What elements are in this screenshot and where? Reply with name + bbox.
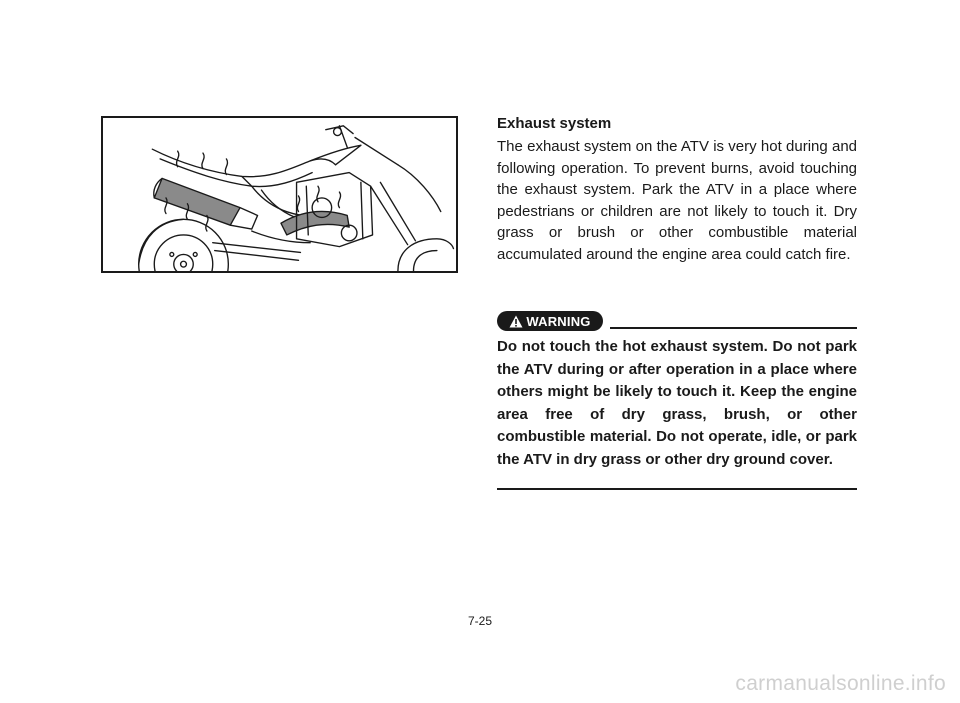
warning-top-rule	[610, 327, 857, 329]
page-number: 7-25	[467, 614, 493, 628]
warning-triangle-icon	[509, 315, 523, 328]
section-body: The exhaust system on the ATV is very hot during and following operation. To prevent burns, avoid touching the exhaust system. Park the ATV in a place where pedestrians or children are not likely to touch it. Dry grass or brush or other combustible material accumulated around the engine area could catch fire.	[497, 138, 857, 263]
warning-label: WARNING	[526, 313, 591, 329]
warning-badge	[497, 311, 603, 331]
section-title: Exhaust system	[497, 115, 612, 132]
exhaust-section	[497, 113, 857, 266]
warning-text: Do not touch the hot exhaust system. Do not park the ATV during or after operation in a place where others might be likely to touch it. Keep the engine area free of dry grass, brush, or other combustible material. Do not operate, idle, or park the ATV in dry grass or other dry ground cover.	[497, 338, 857, 468]
warning-bottom-rule	[497, 488, 857, 490]
warning-header	[497, 311, 857, 331]
atv-line-drawing	[103, 118, 456, 271]
watermark: carmanualsonline.info	[735, 672, 946, 695]
atv-exhaust-illustration	[101, 116, 458, 273]
